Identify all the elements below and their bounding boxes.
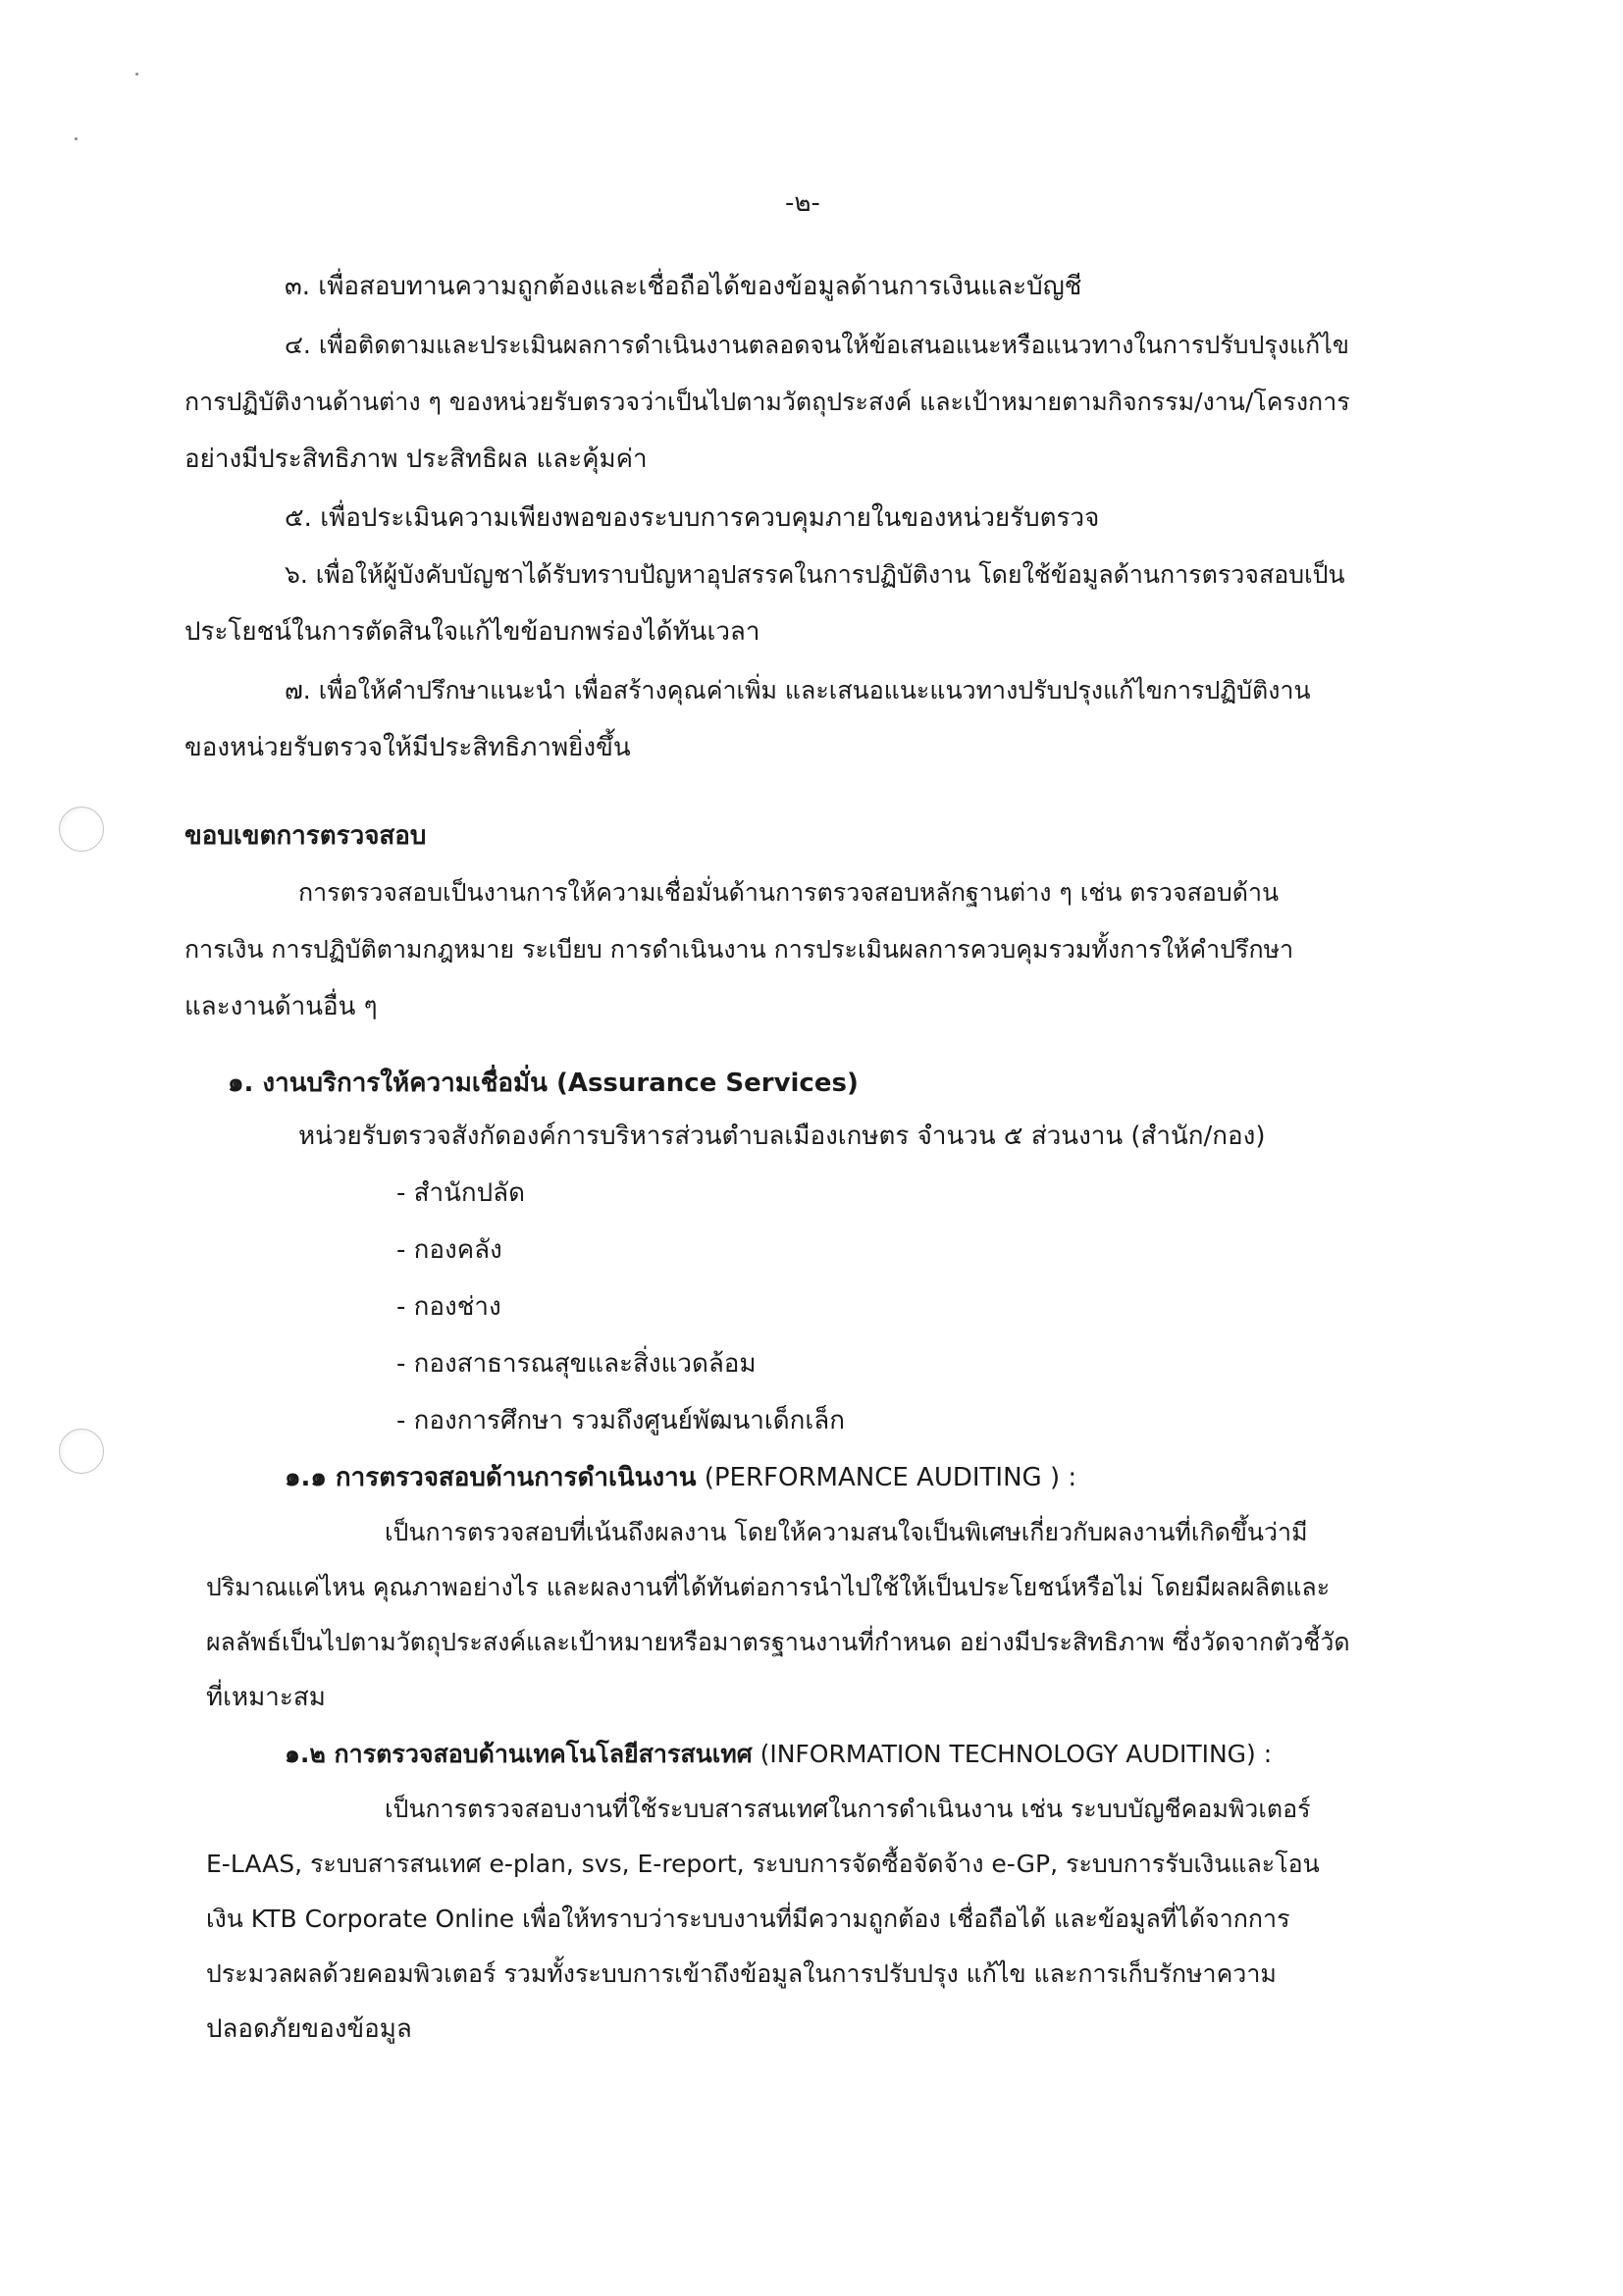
- unit-item: - กองช่าง: [396, 1292, 501, 1322]
- it-audit-heading: [285, 1737, 1272, 1772]
- performance-paragraph-line-2: ปริมาณแค่ไหน คุณภาพอย่างไร และผลงานที่ได้ทันต่อการนำไปใช้ให้เป็นประโยชน์หรือไม่ โดยมีผลผลิตและ: [206, 1573, 1331, 1601]
- objective-6-line-2: ประโยชน์ในการตัดสินใจแก้ไขข้อบกพร่องได้ทันเวลา: [184, 617, 760, 647]
- performance-heading: [285, 1460, 1076, 1495]
- unit-item: - กองการศึกษา รวมถึงศูนย์พัฒนาเด็กเล็ก: [396, 1406, 845, 1435]
- performance-paragraph-line-1: เป็นการตรวจสอบที่เน้นถึงผลงาน โดยให้ความสนใจเป็นพิเศษเกี่ยวกับผลงานที่เกิดขึ้นว่ามี: [385, 1518, 1308, 1546]
- scan-speck: [135, 73, 138, 76]
- punch-hole-bottom: [59, 1429, 104, 1474]
- scope-heading: ขอบเขตการตรวจสอบ: [184, 821, 427, 851]
- scope-paragraph-line-2: การเงิน การปฏิบัติตามกฎหมาย ระเบียบ การดำเนินงาน การประเมินผลการควบคุมรวมทั้งการให้คำปรึกษา: [184, 935, 1294, 964]
- objective-7-line-2: ของหน่วยรับตรวจให้มีประสิทธิภาพยิ่งขึ้น: [184, 733, 631, 762]
- scope-paragraph-line-1: การตรวจสอบเป็นงานการให้ความเชื่อมั่นด้านการตรวจสอบหลักฐานต่าง ๆ เช่น ตรวจสอบด้าน: [298, 878, 1280, 907]
- assurance-units-intro: หน่วยรับตรวจสังกัดองค์การบริหารส่วนตำบลเมืองเกษตร จำนวน ๕ ส่วนงาน (สำนัก/กอง): [298, 1122, 1266, 1151]
- it-audit-paragraph-line-1: เป็นการตรวจสอบงานที่ใช้ระบบสารสนเทศในการดำเนินงาน เช่น ระบบบัญชีคอมพิวเตอร์: [385, 1795, 1311, 1823]
- unit-item: - สำนักปลัด: [396, 1178, 525, 1208]
- assurance-heading: ๑. งานบริการให้ความเชื่อมั่น (Assurance Services): [228, 1069, 859, 1098]
- objective-5: ๕. เพื่อประเมินความเพียงพอของระบบการควบคุมภายในของหน่วยรับตรวจ: [285, 503, 1100, 533]
- objective-4-line-3: อย่างมีประสิทธิภาพ ประสิทธิผล และคุ้มค่า: [184, 444, 648, 474]
- it-audit-paragraph-line-5: ปลอดภัยของข้อมูล: [206, 2014, 412, 2044]
- objective-6-line-1: ๖. เพื่อให้ผู้บังคับบัญชาได้รับทราบปัญหาอุปสรรคในการปฏิบัติงาน โดยใช้ข้อมูลด้านการตรวจสอบเป็น: [285, 560, 1345, 589]
- objective-7-line-1: ๗. เพื่อให้คำปรึกษาแนะนำ เพื่อสร้างคุณค่าเพิ่ม และเสนอแนะแนวทางปรับปรุงแก้ไขการปฏิบัติงาน: [285, 676, 1311, 704]
- performance-paragraph-line-4: ที่เหมาะสม: [206, 1683, 326, 1712]
- objective-3: ๓. เพื่อสอบทานความถูกต้องและเชื่อถือได้ของข้อมูลด้านการเงินและบัญชี: [285, 272, 1082, 301]
- unit-item: - กองคลัง: [396, 1235, 502, 1265]
- objective-4-line-1: ๔. เพื่อติดตามและประเมินผลการดำเนินงานตลอดจนให้ข้อเสนอแนะหรือแนวทางในการปรับปรุงแก้ไข: [285, 331, 1349, 359]
- punch-hole-top: [59, 807, 104, 852]
- it-audit-heading-english: (INFORMATION TECHNOLOGY AUDITING) :: [752, 1740, 1273, 1768]
- page-number: -๒-: [785, 188, 820, 218]
- scope-paragraph-line-3: และงานด้านอื่น ๆ: [184, 992, 378, 1021]
- it-audit-heading-title: ๑.๒ การตรวจสอบด้านเทคโนโลยีสารสนเทศ: [285, 1740, 753, 1768]
- unit-item: - กองสาธารณสุขและสิ่งแวดล้อม: [396, 1349, 757, 1379]
- performance-heading-english: (PERFORMANCE AUDITING ) :: [696, 1463, 1077, 1492]
- it-audit-paragraph-line-3: เงิน KTB Corporate Online เพื่อให้ทราบว่าระบบงานที่มีความถูกต้อง เชื่อถือได้ และข้อมูลที่ได้จากการ: [206, 1905, 1290, 1933]
- objective-4-line-2: การปฏิบัติงานด้านต่าง ๆ ของหน่วยรับตรวจว่าเป็นไปตามวัตถุประสงค์ และเป้าหมายตามกิจกรรม/งาน/โครงการ: [184, 388, 1350, 416]
- performance-heading-title: ๑.๑ การตรวจสอบด้านการดำเนินงาน: [285, 1463, 697, 1492]
- it-audit-paragraph-line-2: E-LAAS, ระบบสารสนเทศ e-plan, svs, E-report, ระบบการจัดซื้อจัดจ้าง e-GP, ระบบการรับเงินและโอน: [206, 1850, 1320, 1878]
- scan-speck: [75, 137, 78, 140]
- it-audit-paragraph-line-4: ประมวลผลด้วยคอมพิวเตอร์ รวมทั้งระบบการเข้าถึงข้อมูลในการปรับปรุง แก้ไข และการเก็บรักษาความ: [206, 1959, 1277, 1988]
- performance-paragraph-line-3: ผลลัพธ์เป็นไปตามวัตถุประสงค์และเป้าหมายหรือมาตรฐานงานที่กำหนด อย่างมีประสิทธิภาพ ซึ่งวัดจากตัวชี้วัด: [206, 1628, 1350, 1656]
